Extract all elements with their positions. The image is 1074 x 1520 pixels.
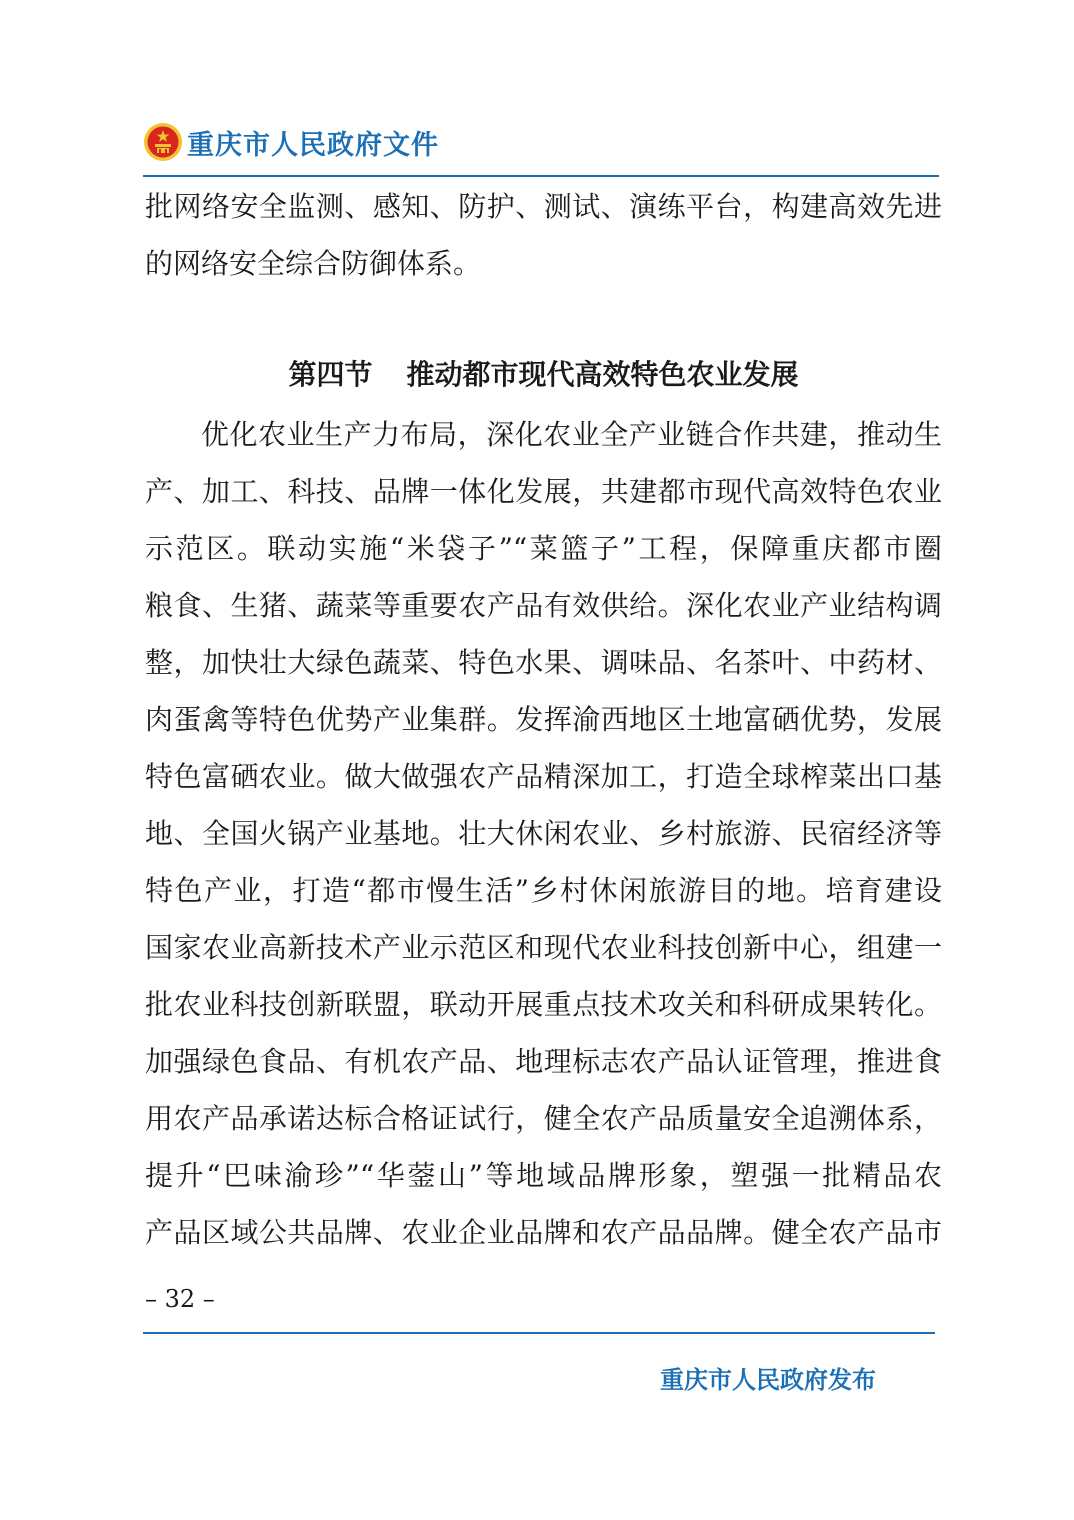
text-line: 批网络安全监测、感知、防护、测试、演练平台，构建高效先进	[145, 190, 942, 223]
header-rule	[143, 175, 939, 177]
section-number: 第四节	[288, 358, 373, 391]
text-line: 肉蛋禽等特色优势产业集群。发挥渝西地区土地富硒优势，发展	[145, 703, 942, 736]
text-line: 用农产品承诺达标合格证试行，健全农产品质量安全追溯体系，	[145, 1102, 942, 1135]
footer-publisher: 重庆市人民政府发布	[660, 1366, 876, 1394]
text-line: 提升“巴味渝珍”“华蓥山”等地域品牌形象，塑强一批精品农	[145, 1159, 942, 1192]
text-line: 批农业科技创新联盟，联动开展重点技术攻关和科研成果转化。	[145, 988, 942, 1021]
text-line: 优化农业生产力布局，深化农业全产业链合作共建，推动生	[201, 418, 942, 451]
footer-rule	[143, 1332, 935, 1334]
text-line: 的网络安全综合防御体系。	[145, 247, 482, 280]
header-title: 重庆市人民政府文件	[187, 129, 439, 161]
document-header	[143, 120, 439, 164]
section-title: 推动都市现代高效特色农业发展	[406, 358, 799, 391]
text-line: 产品区域公共品牌、农业企业品牌和农产品品牌。健全农产品市	[145, 1216, 942, 1249]
page-number: – 32 –	[145, 1285, 215, 1313]
text-line: 加强绿色食品、有机农产品、地理标志农产品认证管理，推进食	[145, 1045, 942, 1078]
text-line: 地、全国火锅产业基地。壮大休闲农业、乡村旅游、民宿经济等	[145, 817, 942, 850]
text-line: 粮食、生猪、蔬菜等重要农产品有效供给。深化农业产业结构调	[145, 589, 942, 622]
text-line: 特色富硒农业。做大做强农产品精深加工，打造全球榨菜出口基	[145, 760, 942, 793]
intro-text	[145, 178, 942, 292]
section-heading	[145, 346, 942, 403]
text-line: 特色产业，打造“都市慢生活”乡村休闲旅游目的地。培育建设	[145, 874, 942, 907]
national-emblem-icon	[143, 122, 183, 162]
text-line: 产、加工、科技、品牌一体化发展，共建都市现代高效特色农业	[145, 475, 942, 508]
text-line: 示范区。联动实施“米袋子”“菜篮子”工程，保障重庆都市圈	[145, 532, 942, 565]
section-paragraph	[145, 406, 942, 1261]
text-line: 整，加快壮大绿色蔬菜、特色水果、调味品、名茶叶、中药材、	[145, 646, 942, 679]
text-line: 国家农业高新技术产业示范区和现代农业科技创新中心，组建一	[145, 931, 942, 964]
